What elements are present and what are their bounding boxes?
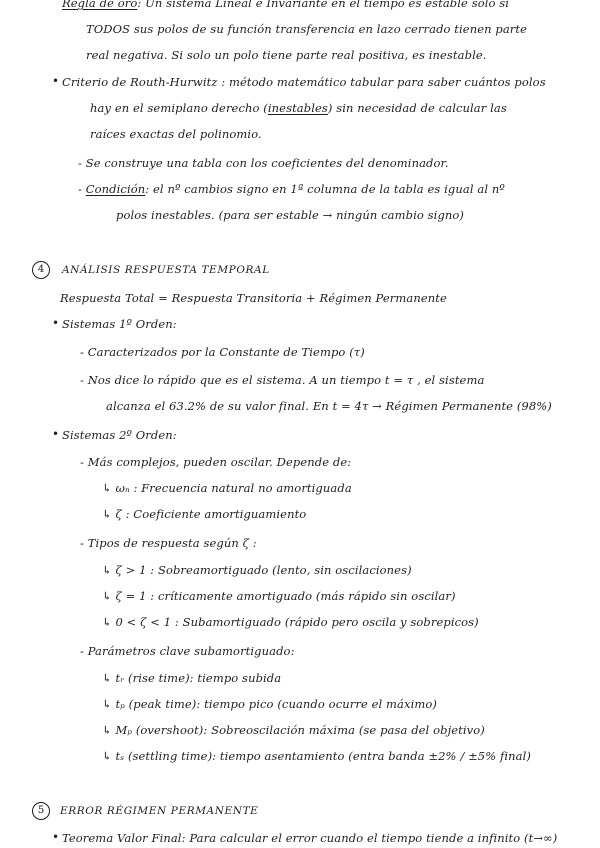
first-order-heading: Sistemas 1º Orden: <box>62 317 177 331</box>
condition-line-2: polos inestables. (para ser estable → ningún cambio signo) <box>116 208 465 222</box>
inestables-word: inestables <box>267 101 328 115</box>
second-order-heading: Sistemas 2º Orden: <box>62 428 177 442</box>
type-under-damped: ↳ 0 < ζ < 1 : Subamortiguado (rápido pero oscila y sobrepicos) <box>102 615 479 629</box>
routh-line-1: Criterio de Routh-Hurwitz : método matemático tabular para saber cuántos polos <box>62 75 546 89</box>
bullet-dot: • <box>52 74 60 88</box>
section-4-title: ANÁLISIS RESPUESTA TEMPORAL <box>62 264 270 276</box>
section-4-number: 4 <box>32 261 50 279</box>
params-heading: - Parámetros clave subamortiguado: <box>80 644 295 658</box>
table-line: - Se construye una tabla con los coeficientes del denominador. <box>78 156 449 170</box>
bullet-dot: • <box>52 830 60 844</box>
first-order-line-3: alcanza el 63.2% de su valor final. En t = 4τ → Régimen Permanente (98%) <box>106 399 552 413</box>
routh-line-2 <box>90 100 507 116</box>
routh-line-3: raíces exactas del polinomio. <box>90 127 262 141</box>
rule-label: Regla de oro <box>62 0 138 10</box>
bullet-dot: • <box>52 316 60 330</box>
rule-line <box>62 0 509 11</box>
param-settling-time: ↳ tₛ (settling time): tiempo asentamiento (entra banda ±2% / ±5% final) <box>102 749 531 763</box>
routh-text-a: hay en el semiplano derecho ( <box>90 101 268 115</box>
rule-line-2: TODOS sus polos de su función transferencia en lazo cerrado tienen parte <box>86 22 528 36</box>
param-rise-time: ↳ tᵣ (rise time): tiempo subida <box>102 671 282 685</box>
param-peak-time: ↳ tₚ (peak time): tiempo pico (cuando ocurre el máximo) <box>102 697 437 711</box>
zeta-line: ↳ ζ : Coeficiente amortiguamiento <box>102 507 307 521</box>
routh-text-b: ) sin necesidad de calcular las <box>327 101 507 115</box>
second-order-line-1: - Más complejos, pueden oscilar. Depende de: <box>80 455 352 469</box>
first-order-line-1: - Caracterizados por la Constante de Tiempo (τ) <box>80 345 365 359</box>
rule-line-3: real negativa. Si solo un polo tiene parte real positiva, es inestable. <box>86 48 487 62</box>
bullet-dot: • <box>52 427 60 441</box>
rule-text: : Un sistema Lineal e Invariante en el tiempo es estable solo si <box>137 0 510 10</box>
final-value-theorem-line: Teorema Valor Final: Para calcular el error cuando el tiempo tiende a infinito (t→∞) <box>62 831 558 845</box>
section-5-title: ERROR RÉGIMEN PERMANENTE <box>60 805 259 817</box>
first-order-line-2: - Nos dice lo rápido que es el sistema. A un tiempo t = τ , el sistema <box>80 373 485 387</box>
condition-label: Condición <box>85 182 146 196</box>
wn-line: ↳ ωₙ : Frecuencia natural no amortiguada <box>102 481 352 495</box>
types-heading: - Tipos de respuesta según ζ : <box>80 536 257 550</box>
param-overshoot: ↳ Mₚ (overshoot): Sobreoscilación máxima (se pasa del objetivo) <box>102 723 485 737</box>
condition-text: : el nº cambios signo en 1ª columna de la tabla es igual al nº <box>145 182 505 196</box>
condition-line: - Condición: el nº cambios signo en 1ª columna de la tabla es igual al nº <box>78 182 505 196</box>
type-critical: ↳ ζ = 1 : críticamente amortiguado (más rápido sin oscilar) <box>102 589 456 603</box>
section-5-number: 5 <box>32 802 50 820</box>
type-over-damped: ↳ ζ > 1 : Sobreamortiguado (lento, sin oscilaciones) <box>102 563 412 577</box>
total-response-line: Respuesta Total = Respuesta Transitoria + Régimen Permanente <box>60 291 447 305</box>
